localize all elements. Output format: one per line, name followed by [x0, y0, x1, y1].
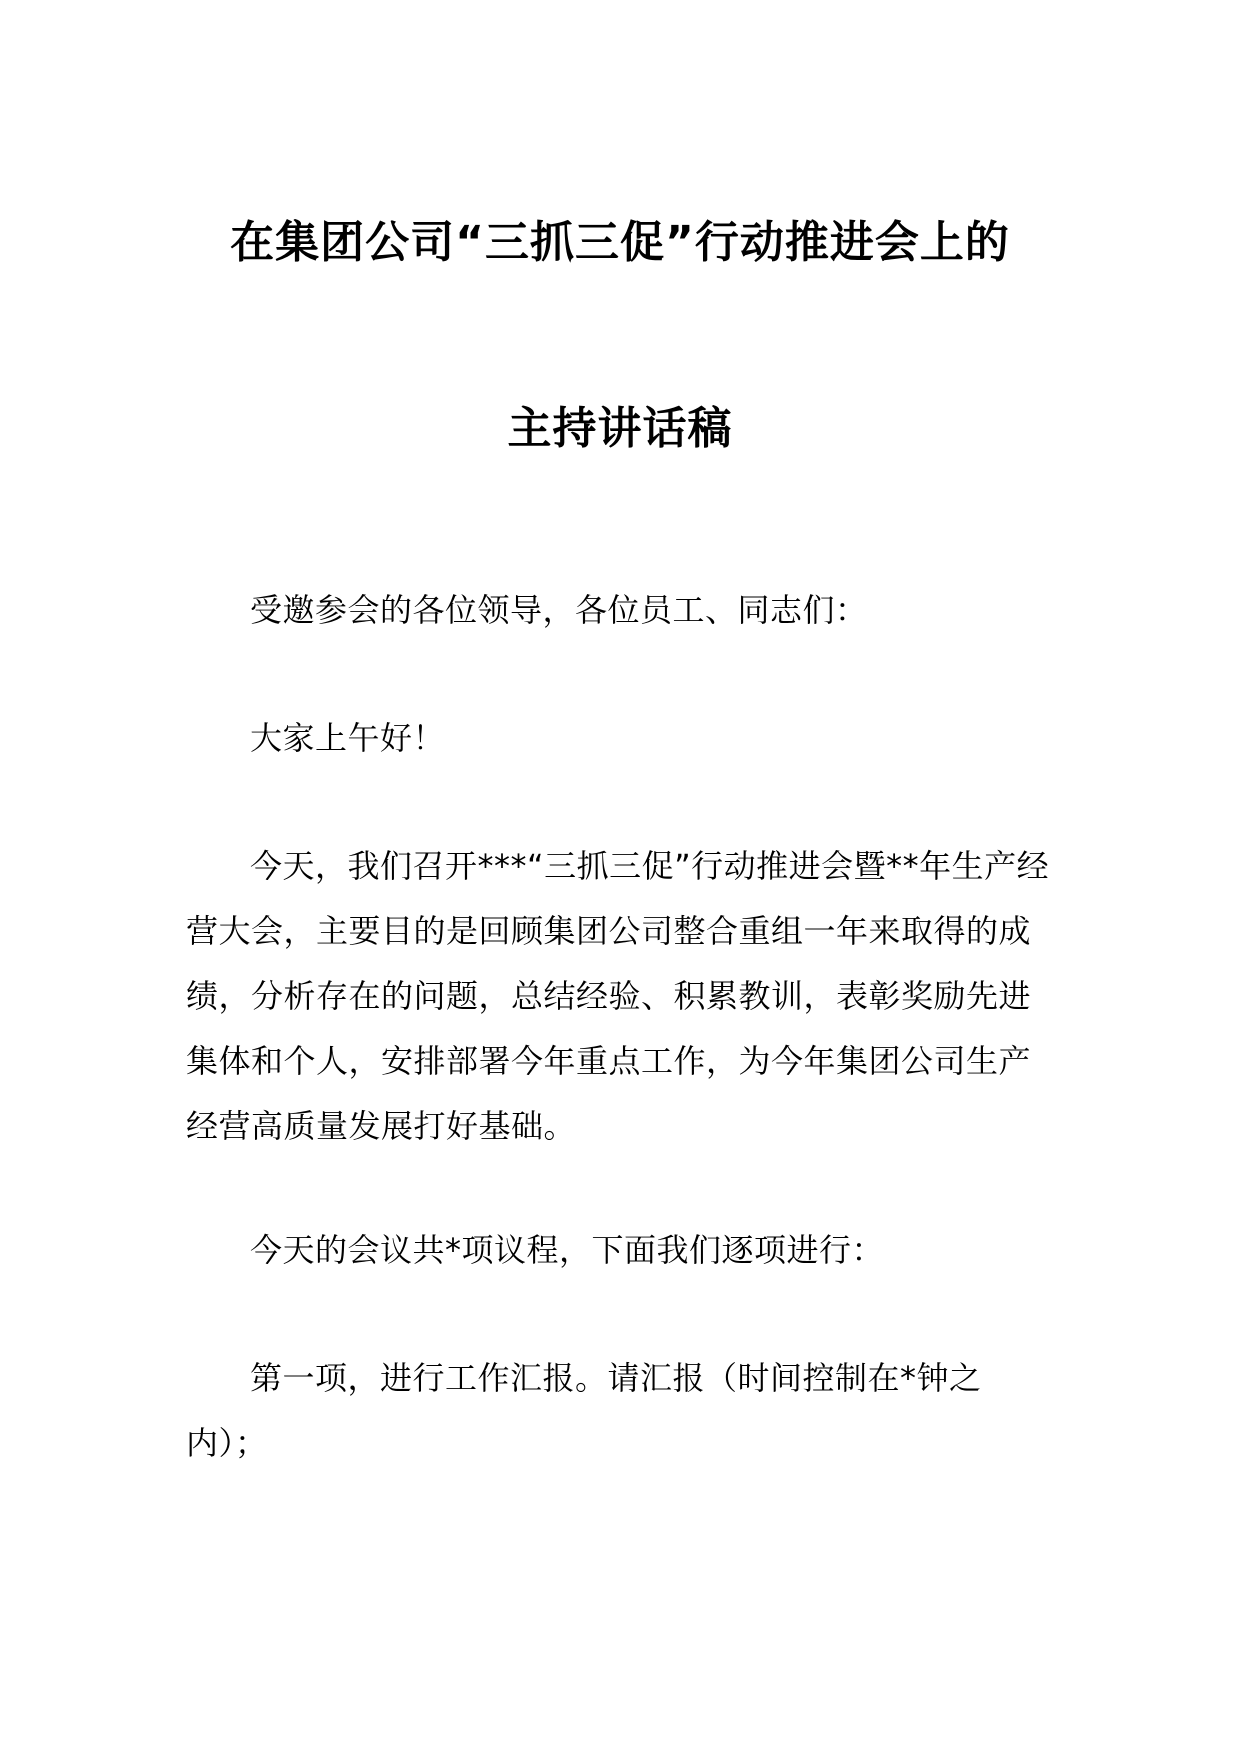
paragraph-agenda	[186, 1218, 1054, 1283]
paragraph-good-morning	[186, 706, 1054, 771]
paragraph-greeting	[186, 578, 1054, 643]
paragraph-item-one	[186, 1346, 1054, 1476]
paragraph-text: 大家上午好！	[250, 719, 446, 757]
document-title-line-2: 主持讲话稿	[507, 403, 733, 454]
document-title-line-1: 在集团公司“三抓三促”行动推进会上的	[230, 217, 1010, 268]
paragraph-text: 第一项，进行工作汇报。请汇报（时间控制在*钟之内）；	[186, 1359, 982, 1462]
paragraph-purpose	[186, 834, 1054, 1159]
paragraph-text: 今天的会议共*项议程，下面我们逐项进行：	[250, 1231, 885, 1269]
paragraph-text: 受邀参会的各位领导，各位员工、同志们：	[250, 591, 868, 629]
paragraph-text: 今天，我们召开***“三抓三促”行动推进会暨**年生产经营大会，主要目的是回顾集团公司整合重组一年来取得的成绩，分析存在的问题，总结经验、积累教训，表彰奖励先进集体和个人，安排部署今年重点工作，为今年集团公司生产经营高质量发展打好基础。	[186, 847, 1050, 1145]
